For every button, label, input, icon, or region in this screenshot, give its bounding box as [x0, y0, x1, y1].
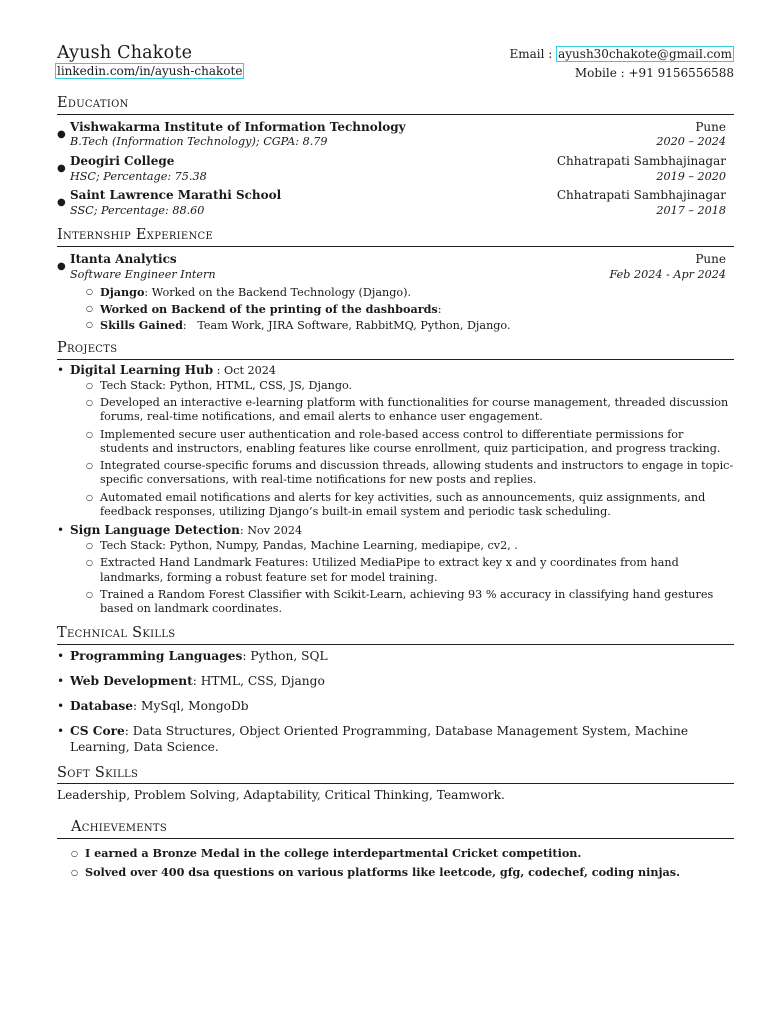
section-title-achievements: Achievements — [57, 818, 734, 839]
skill-item — [57, 674, 734, 690]
list-item — [86, 302, 734, 317]
project-item — [57, 523, 734, 616]
dates: 2020 – 2024 — [656, 135, 726, 149]
skill-item — [57, 699, 734, 715]
bullet-icon: • — [57, 649, 65, 664]
company-name: Itanta Analytics — [70, 252, 177, 267]
education-section — [57, 94, 734, 218]
school-name: Vishwakarma Institute of Information Technology — [70, 119, 406, 134]
projects-list — [57, 363, 734, 616]
bullet-icon: • — [57, 723, 65, 738]
list-item: ○ Developed an interactive e-learning platform with functionalities for course management, threaded discussion forums, real-time notifications, and email alerts to enhance user engagement. — [86, 396, 734, 425]
skill-label: Database — [70, 698, 134, 713]
contact-info — [509, 45, 734, 83]
point-label: Worked on Backend of the printing of the dashboards — [100, 301, 438, 316]
degree: HSC; Percentage: 75.38 — [70, 169, 207, 183]
skills-list — [57, 649, 734, 755]
projects-section — [57, 339, 734, 616]
skill-text: : Data Structures, Object Oriented Programming, Database Management System, Machine Learning, Data Science. — [70, 723, 689, 754]
list-item: ○ Tech Stack: Python, Numpy, Pandas, Machine Learning, mediapipe, cv2, . — [86, 539, 734, 553]
education-item — [57, 154, 734, 184]
email-label: Email : — [509, 47, 557, 61]
project-item — [57, 363, 734, 519]
candidate-name: Ayush Chakote — [57, 43, 193, 63]
project-points — [70, 379, 734, 520]
achievements-list — [57, 844, 734, 882]
point-label: Skills Gained — [100, 317, 183, 332]
skill-item — [57, 724, 734, 756]
bullet-icon: • — [57, 698, 65, 713]
school-location: Pune — [695, 119, 726, 134]
soft-skills-text: Leadership, Problem Solving, Adaptability, Critical Thinking, Teamwork. — [57, 788, 505, 803]
project-date: : Oct 2024 — [213, 364, 277, 378]
point-text: : — [437, 302, 442, 316]
school-location: Chhatrapati Sambhajinagar — [556, 188, 726, 203]
email-line — [509, 45, 734, 64]
point-text: : Worked on the Backend Technology (Django). — [144, 286, 412, 300]
project-name: Digital Learning Hub — [70, 363, 214, 378]
list-item — [86, 318, 734, 333]
linkedin-link[interactable]: linkedin.com/in/ayush-chakote — [57, 64, 243, 78]
mobile-line: Mobile : +91 9156556588 — [574, 66, 734, 80]
point-label: Django — [100, 285, 145, 300]
skill-text: : MySql, MongoDb — [133, 698, 249, 713]
internship-section — [57, 226, 734, 333]
project-points — [70, 539, 734, 616]
project-name: Sign Language Detection — [70, 523, 240, 538]
job-role: Software Engineer Intern — [70, 267, 216, 281]
soft-skills-section — [57, 764, 734, 805]
skill-label: CS Core — [70, 723, 125, 738]
bullet-icon: ● — [57, 128, 66, 140]
email-link[interactable]: ayush30chakote@gmail.com — [558, 47, 732, 61]
dates: 2019 – 2020 — [656, 169, 726, 183]
list-item — [86, 285, 734, 300]
skill-label: Programming Languages — [70, 649, 243, 664]
education-item — [57, 120, 734, 150]
internship-points — [57, 285, 734, 333]
degree: SSC; Percentage: 88.60 — [70, 203, 205, 217]
education-list — [57, 120, 734, 218]
point-text: : Team Work, JIRA Software, RabbitMQ, Python, Django. — [182, 318, 511, 332]
section-title-education: Education — [57, 94, 734, 115]
list-item: ○ Automated email notifications and alerts for key activities, such as announcements, quiz assignments, and feedback responses, utilizing Django’s built-in email system and periodic task scheduling. — [86, 491, 734, 520]
bullet-icon: ● — [57, 197, 66, 209]
list-item: ○ I earned a Bronze Medal in the college interdepartmental Cricket competition. — [71, 844, 734, 863]
section-title-internship: Internship Experience — [57, 226, 734, 247]
achievements-section — [57, 818, 734, 882]
list-item: ○ Trained a Random Forest Classifier with Scikit-Learn, achieving 93 % accuracy in classifying hand gestures based on landmark coordinates. — [86, 588, 734, 617]
school-location: Chhatrapati Sambhajinagar — [556, 154, 726, 168]
internship-item — [57, 252, 734, 282]
skill-label: Web Development — [70, 674, 193, 689]
list-item: ○ Integrated course-specific forums and discussion threads, allowing students and instructors to engage in topic-specific conversations, with real-time notifications for new posts and replies. — [86, 459, 734, 488]
skill-text: : Python, SQL — [242, 649, 328, 664]
list-item: ○ Solved over 400 dsa questions on various platforms like leetcode, gfg, codechef, coding ninjas. — [71, 863, 734, 882]
bullet-icon: ● — [57, 163, 66, 174]
bullet-icon: ● — [57, 261, 66, 273]
company-location: Pune — [695, 252, 726, 267]
bullet-icon: • — [57, 523, 65, 538]
technical-skills-section — [57, 624, 734, 755]
dates: 2017 – 2018 — [656, 203, 726, 217]
bullet-icon: • — [57, 674, 65, 689]
job-dates: Feb 2024 - Apr 2024 — [609, 267, 726, 281]
skill-text: : HTML, CSS, Django — [192, 674, 325, 689]
linkedin-link-container — [55, 64, 244, 80]
section-title-soft-skills: Soft Skills — [57, 764, 734, 785]
education-item — [57, 188, 734, 218]
degree: B.Tech (Information Technology); CGPA: 8.79 — [70, 135, 328, 149]
school-name: Deogiri College — [70, 154, 175, 168]
section-title-projects: Projects — [57, 339, 734, 360]
list-item: ○ Implemented secure user authentication and role-based access control to differentiate permissions for students and instructors, enabling features like course enrollment, quiz participation, and progress tracking. — [86, 428, 734, 457]
list-item: ○ Extracted Hand Landmark Features: Utilized MediaPipe to extract key x and y coordinates from hand landmarks, forming a robust feature set for model training. — [86, 556, 734, 585]
resume-header — [57, 0, 734, 94]
list-item: ○ Tech Stack: Python, HTML, CSS, JS, Django. — [86, 379, 734, 393]
school-name: Saint Lawrence Marathi School — [70, 188, 282, 203]
bullet-icon: • — [57, 363, 65, 378]
section-title-technical-skills: Technical Skills — [57, 624, 734, 645]
project-date: : Nov 2024 — [239, 524, 303, 538]
skill-item — [57, 649, 734, 665]
